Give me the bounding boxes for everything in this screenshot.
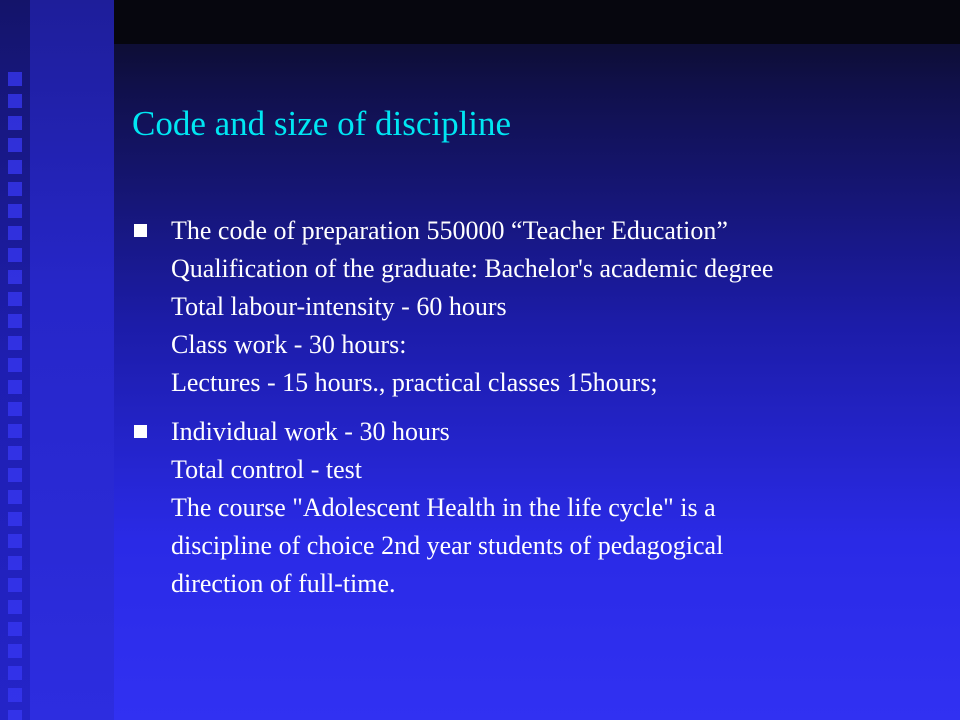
decorative-square — [8, 314, 22, 328]
decorative-square — [8, 512, 22, 526]
decorative-square — [8, 490, 22, 504]
decorative-square — [8, 138, 22, 152]
decorative-square — [8, 644, 22, 658]
bullet-line: Class work - 30 hours: — [171, 330, 407, 359]
decorative-square — [8, 160, 22, 174]
decorative-square — [8, 292, 22, 306]
bullet-line: Total labour-intensity - 60 hours — [171, 292, 507, 321]
decorative-square — [8, 688, 22, 702]
decorative-square — [8, 446, 22, 460]
decorative-square — [8, 116, 22, 130]
decorative-square — [8, 248, 22, 262]
decorative-square — [8, 534, 22, 548]
bullet-line: The code of preparation 550000 “Teacher Education” — [171, 216, 728, 245]
bullet-line: Lectures - 15 hours., practical classes 15hours; — [171, 368, 658, 397]
slide-title: Code and size of discipline — [132, 104, 512, 143]
bullet-item — [132, 212, 932, 402]
decorative-square — [8, 556, 22, 570]
square-bullet-icon — [134, 425, 147, 438]
bullet-item — [132, 413, 932, 603]
decorative-top-band — [114, 0, 960, 44]
decorative-square — [8, 578, 22, 592]
decorative-square — [8, 358, 22, 372]
square-bullet-icon — [134, 224, 147, 237]
decorative-left-strip — [0, 0, 30, 720]
bullet-line: Total control - test — [171, 455, 362, 484]
decorative-square — [8, 270, 22, 284]
decorative-square — [8, 622, 22, 636]
decorative-square — [8, 380, 22, 394]
decorative-square — [8, 94, 22, 108]
bullet-list — [132, 212, 932, 614]
decorative-square — [8, 72, 22, 86]
bullet-line: Individual work - 30 hours — [171, 417, 450, 446]
decorative-square — [8, 182, 22, 196]
decorative-square — [8, 666, 22, 680]
decorative-square — [8, 336, 22, 350]
decorative-square — [8, 468, 22, 482]
bullet-line: Qualification of the graduate: Bachelor's academic degree — [171, 254, 774, 283]
decorative-square — [8, 402, 22, 416]
bullet-line: The course "Adolescent Health in the life cycle" is a — [171, 493, 716, 522]
decorative-square — [8, 204, 22, 218]
decorative-square — [8, 226, 22, 240]
decorative-square — [8, 424, 22, 438]
bullet-line: direction of full-time. — [171, 569, 396, 598]
bullet-line: discipline of choice 2nd year students of pedagogical — [171, 531, 724, 560]
decorative-square — [8, 710, 22, 720]
decorative-square — [8, 600, 22, 614]
